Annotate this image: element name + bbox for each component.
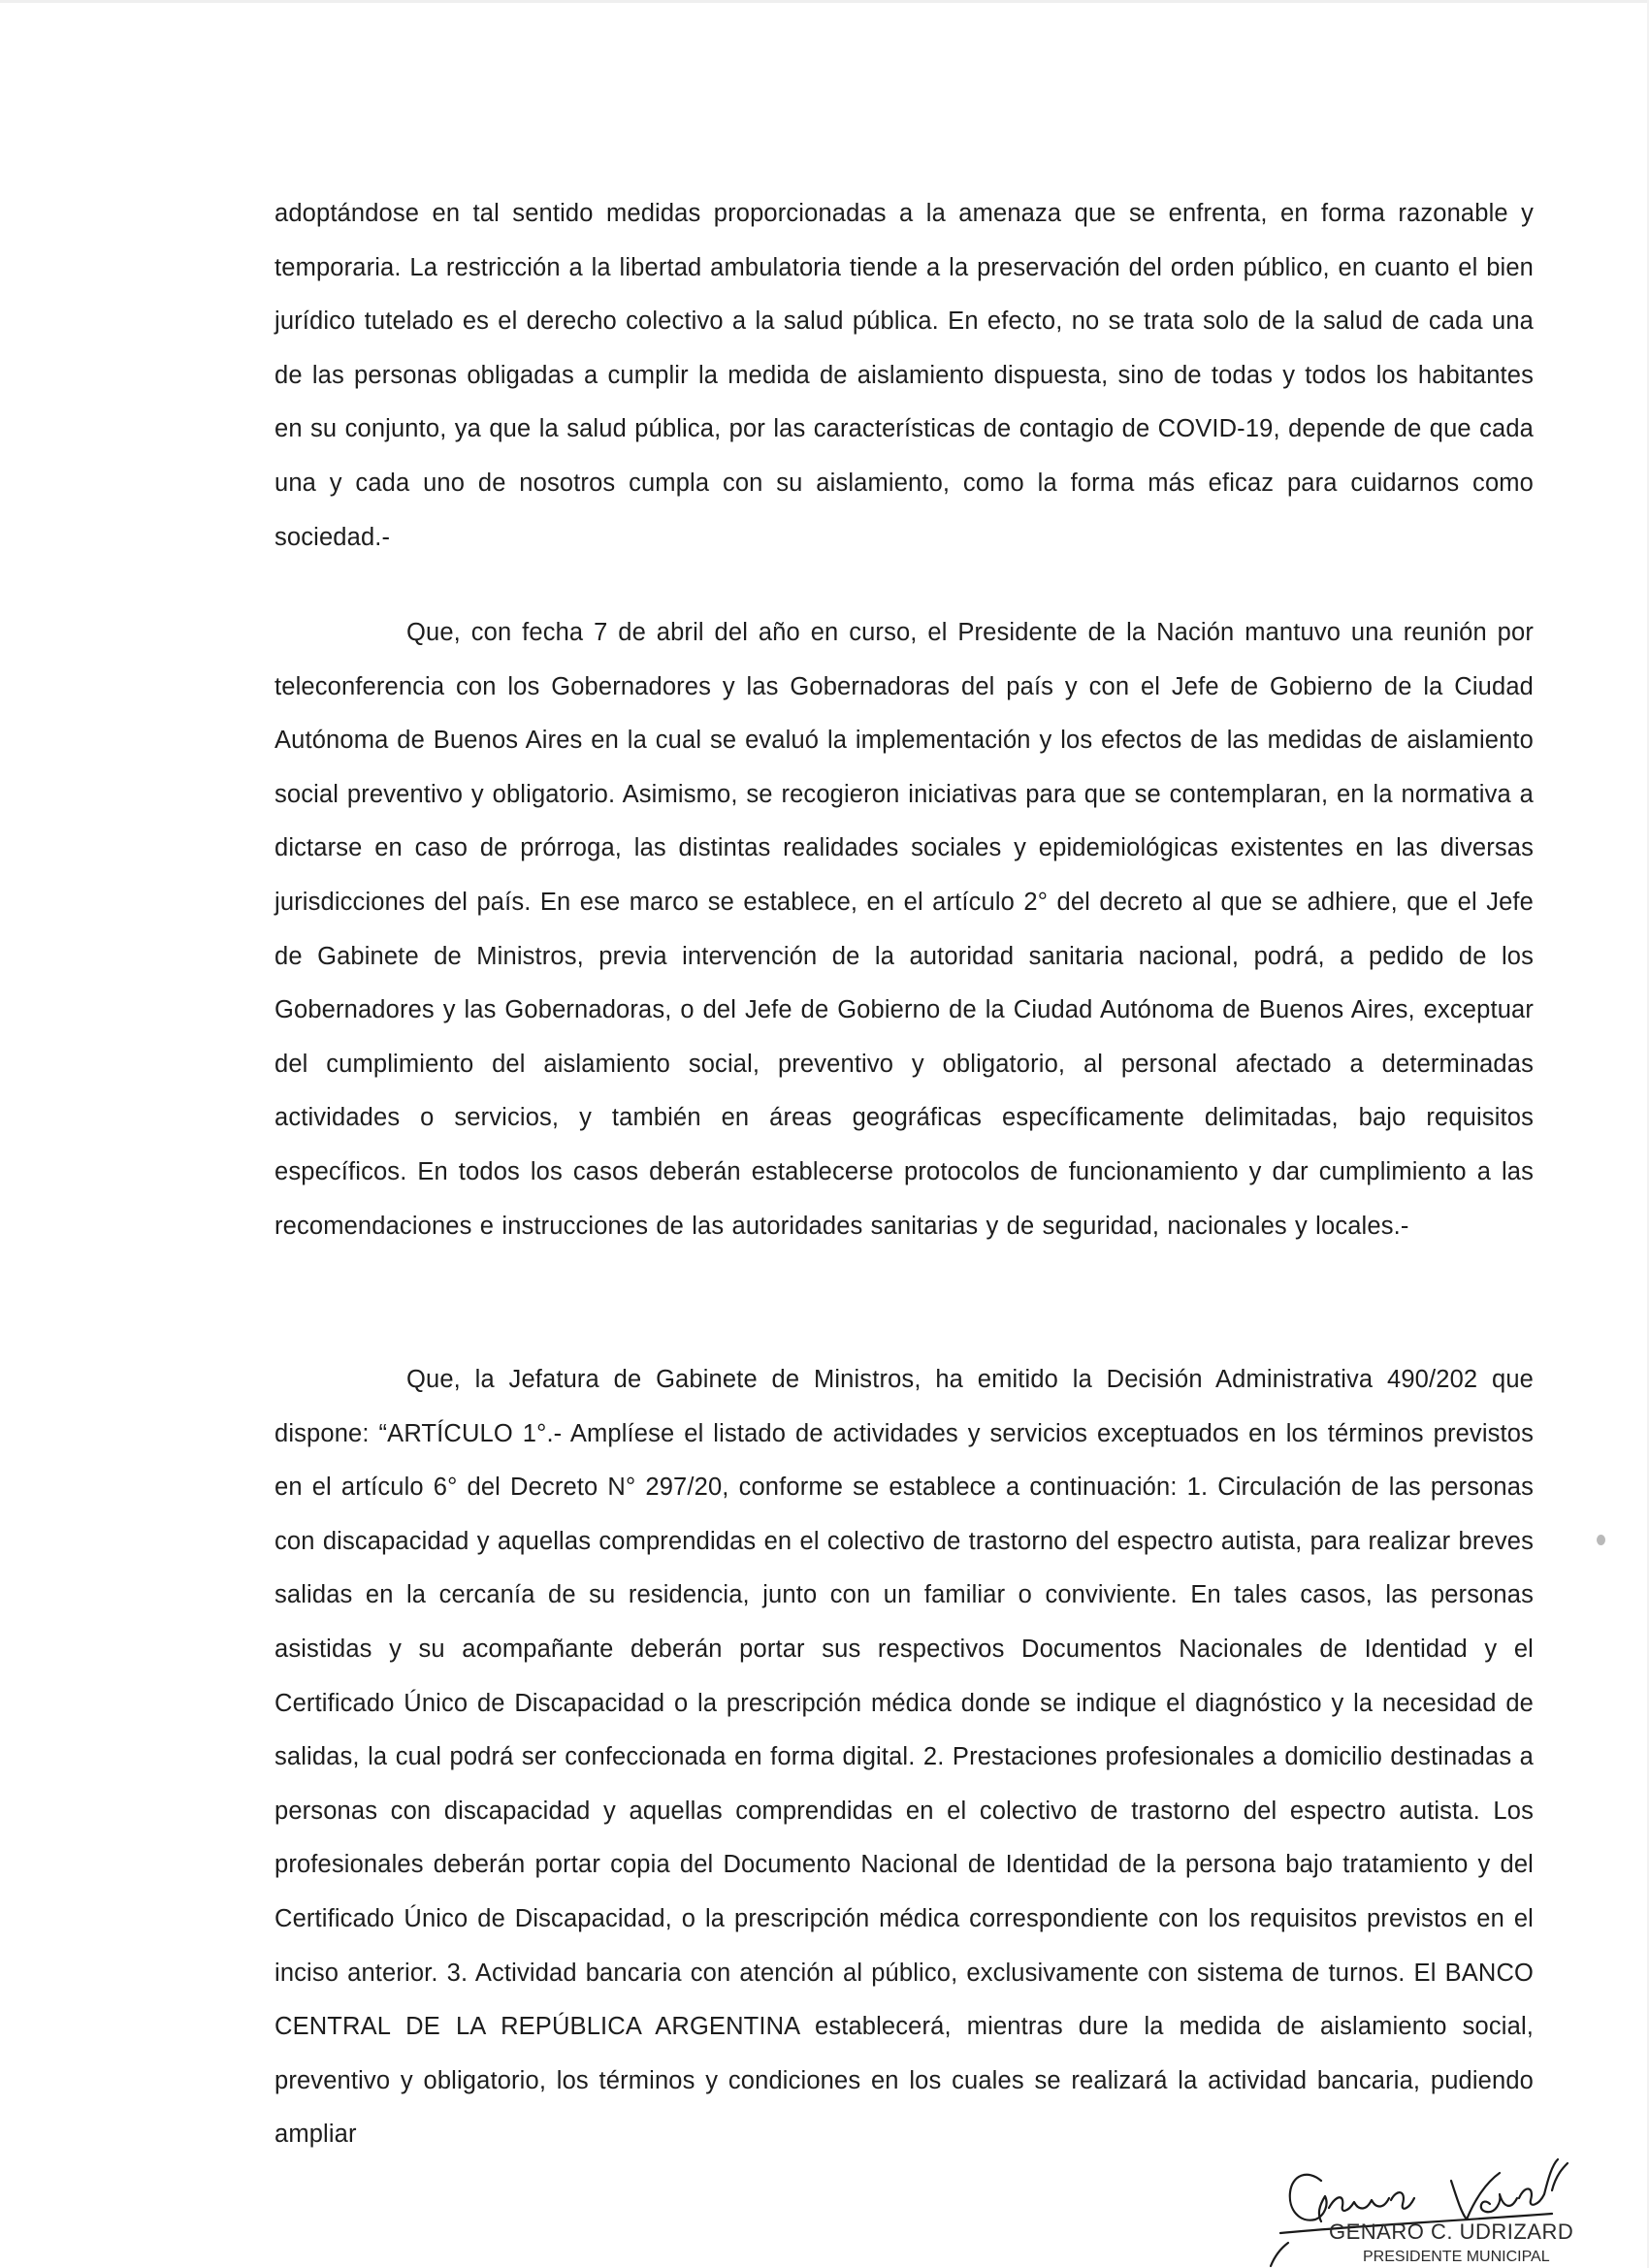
paragraph-decision-administrativa [275, 1353, 1534, 2162]
stamp-title: PRESIDENTE MUNICIPAL [1363, 2249, 1550, 2265]
paragraph-continuation [275, 187, 1534, 565]
stamp-name: GENARO C. UDRIZARD [1329, 2219, 1574, 2244]
scan-top-edge [0, 0, 1649, 3]
scan-speck [1597, 1535, 1605, 1545]
paragraph-text: Que, con fecha 7 de abril del año en curso, el Presidente de la Nación mantuvo una reunión por teleconferencia con los Gobernadores y las Gobernadoras del país y con el Jefe de Gobierno de la Ciudad Autónoma de Buenos Aires en la cual se evaluó la implementación y los efectos de las medidas de aislamiento social preventivo y obligatorio. Asimismo, se recogieron iniciativas para que se contemplaran, en la normativa a dictarse en caso de prórroga, las distintas realidades sociales y epidemiológicas existentes en las diversas jurisdicciones del país. En ese marco se establece, en el artículo 2° del decreto al que se adhiere, que el Jefe de Gabinete de Ministros, previa intervención de la autoridad sanitaria nacional, podrá, a pedido de los Gobernadores y las Gobernadoras, o del Jefe de Gobierno de la Ciudad Autónoma de Buenos Aires, exceptuar del cumplimiento del aislamiento social, preventivo y obligatorio, al personal afectado a determinadas actividades o servicios, y también en áreas geográficas específicamente delimitadas, bajo requisitos específicos. En todos los casos deberán establecerse protocolos de funcionamiento y dar cumplimiento a las recomendaciones e instrucciones de las autoridades sanitarias y de seguridad, nacionales y locales.- [275, 619, 1534, 1240]
paragraph-text: adoptándose en tal sentido medidas proporcionadas a la amenaza que se enfrenta, en forma razonable y temporaria. La restricción a la libertad ambulatoria tiende a la preservación del orden público, en cuanto el bien jurídico tutelado es el derecho colectivo a la salud pública. En efecto, no se trata solo de la salud de cada una de las personas obligadas a cumplir la medida de aislamiento dispuesta, sino de todas y todos los habitantes en su conjunto, ya que la salud pública, por las características de contagio de COVID-19, depende de que cada una y cada uno de nosotros cumpla con su aislamiento, como la forma más eficaz para cuidarnos como sociedad.- [275, 200, 1534, 551]
paragraph-text: Que, la Jefatura de Gabinete de Ministros, ha emitido la Decisión Administrativa 490/202 que dispone: “ARTÍCULO 1°.- Amplíese el listado de actividades y servicios exceptuados en los términos previstos en el artículo 6° del Decreto N° 297/20, conforme se establece a continuación: 1. Circulación de las personas con discapacidad y aquellas comprendidas en el colectivo de trastorno del espectro autista, para realizar breves salidas en la cercanía de su residencia, junto con un familiar o conviviente. En tales casos, las personas asistidas y su acompañante deberán portar sus respectivos Documentos Nacionales de Identidad y el Certificado Único de Discapacidad o la prescripción médica donde se indique el diagnóstico y la necesidad de salidas, la cual podrá ser confeccionada en forma digital. 2. Prestaciones profesionales a domicilio destinadas a personas con discapacidad y aquellas comprendidas en el colectivo de trastorno del espectro autista. Los profesionales deberán portar copia del Documento Nacional de Identidad de la persona bajo tratamiento y del Certificado Único de Discapacidad, o la prescripción médica correspondiente con los requisitos previstos en el inciso anterior. 3. Actividad bancaria con atención al público, exclusivamente con sistema de turnos. El BANCO CENTRAL DE LA REPÚBLICA ARGENTINA establecerá, mientras dure la medida de aislamiento social, preventivo y obligatorio, los términos y condiciones en los cuales se realizará la actividad bancaria, pudiendo ampliar [275, 1366, 1534, 2149]
paragraph-teleconferencia [275, 606, 1534, 1253]
